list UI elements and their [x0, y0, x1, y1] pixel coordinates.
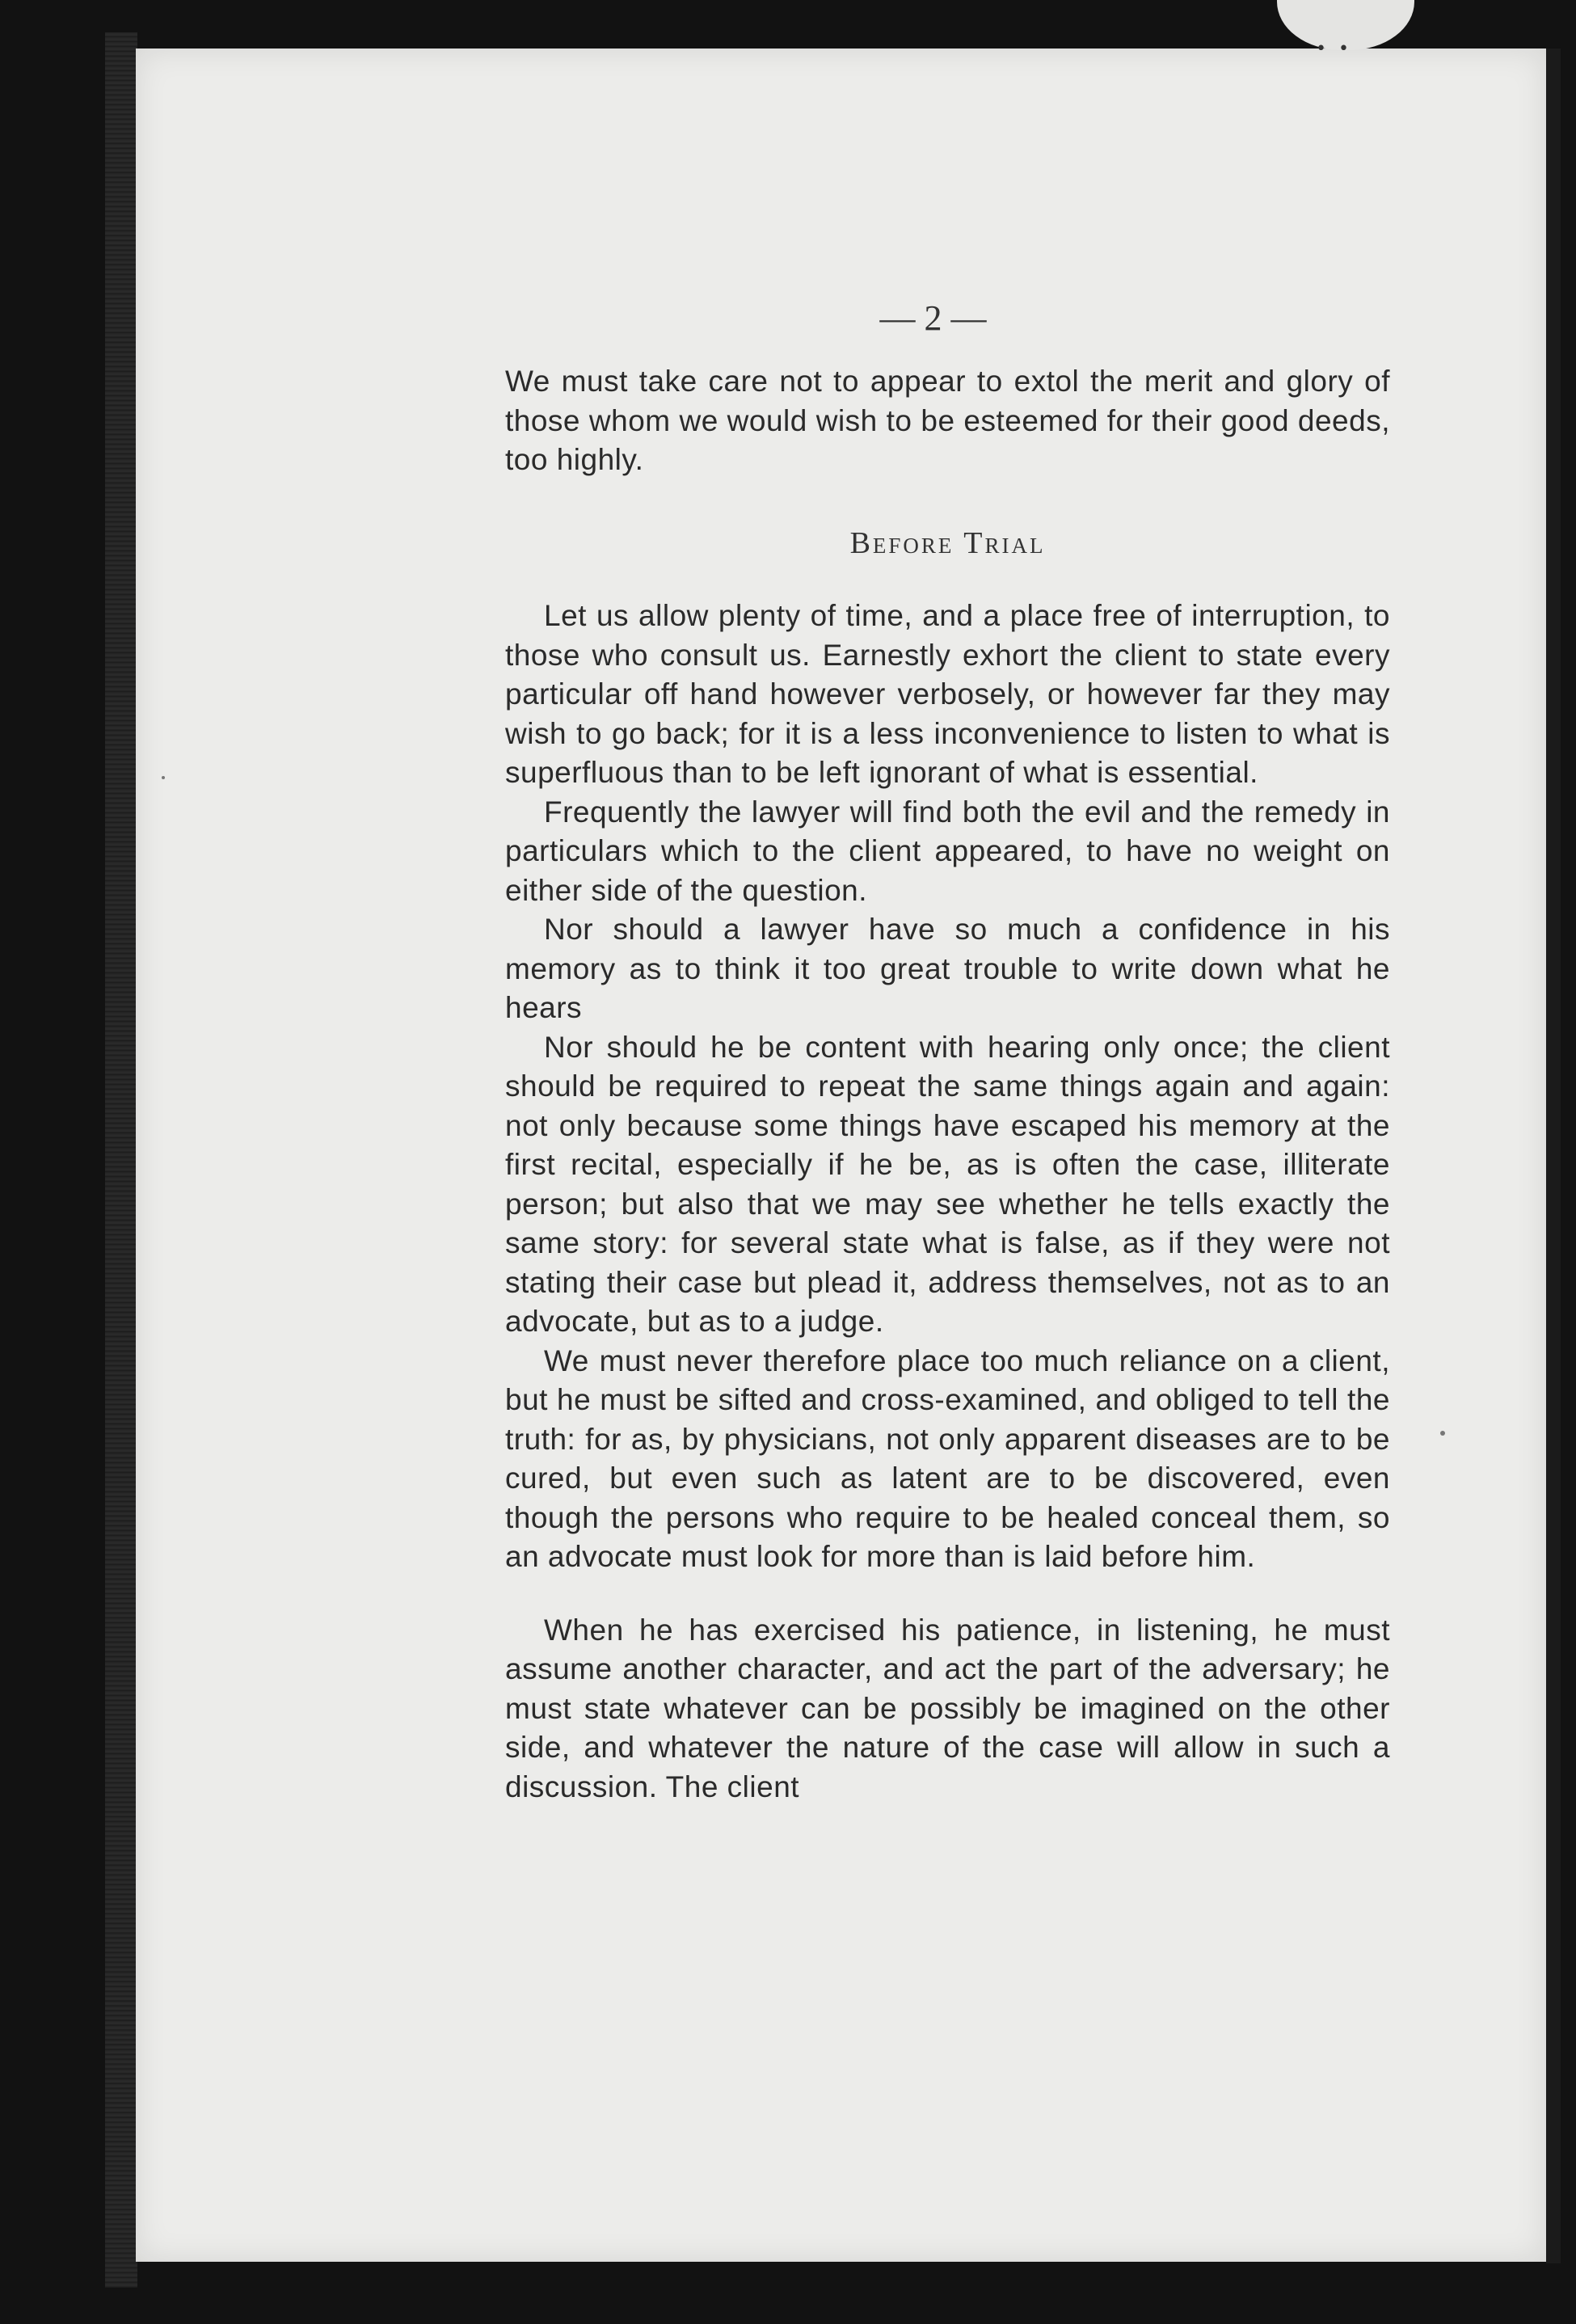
corner-marks: • • [1316, 39, 1352, 59]
scan-speck [1440, 1431, 1445, 1436]
scan-speck [162, 776, 165, 779]
intro-paragraph: We must take care not to appear to extol the merit and glory of those whom we would wish to be esteemed for their good deeds, too highly. [505, 365, 1390, 476]
body-paragraph: Let us allow plenty of time, and a place free of interruption, to those who consult us. Earnestly exhort the client to state every particular off hand however verbosely, or however far they may wish to go back; for it is a less inconvenience to listen to what is superfluous than to be left ignorant of what is essential. [505, 599, 1390, 789]
body-paragraph: When he has exercised his patience, in listening, he must assume another character, and act the part of the adversary; he must state whatever can be possibly be imagined on the other side, and whatever the nature of the case will allow in such a discussion. The client [505, 1613, 1390, 1803]
body-paragraph: Nor should he be content with hearing only once; the client should be required to repeat the same things again and again: not only because some things have escaped his memory at the first recital, especially if he be, as is often the case, illiterate person; but also that we may see whether he tells exactly the same story: for several state what is false, as if they were not stating their case but plead it, address themselves, not as to an advocate, but as to a judge. [505, 1030, 1390, 1338]
page-right-edge [1546, 49, 1561, 2263]
body-paragraph: Nor should a lawyer have so much a confidence in his memory as to think it too great trouble to write down what he hears [505, 913, 1390, 1024]
book-binding-edge [105, 32, 137, 2288]
section-heading: Before Trial [849, 525, 1046, 560]
page-number: — 2 — [879, 298, 987, 338]
text-column [505, 299, 1390, 1807]
body-paragraph: Frequently the lawyer will find both the evil and the remedy in particulars which to the client appeared, to have no weight on either side of the question. [505, 795, 1390, 907]
body-paragraph: We must never therefore place too much reliance on a client, but he must be sifted and cross-examined, and obliged to tell the truth: for as, by physicians, not only apparent diseases are to be cured, but even such as latent are to be discovered, even though the persons who require to be healed conceal them, so an advocate must look for more than is laid before him. [505, 1343, 1390, 1573]
